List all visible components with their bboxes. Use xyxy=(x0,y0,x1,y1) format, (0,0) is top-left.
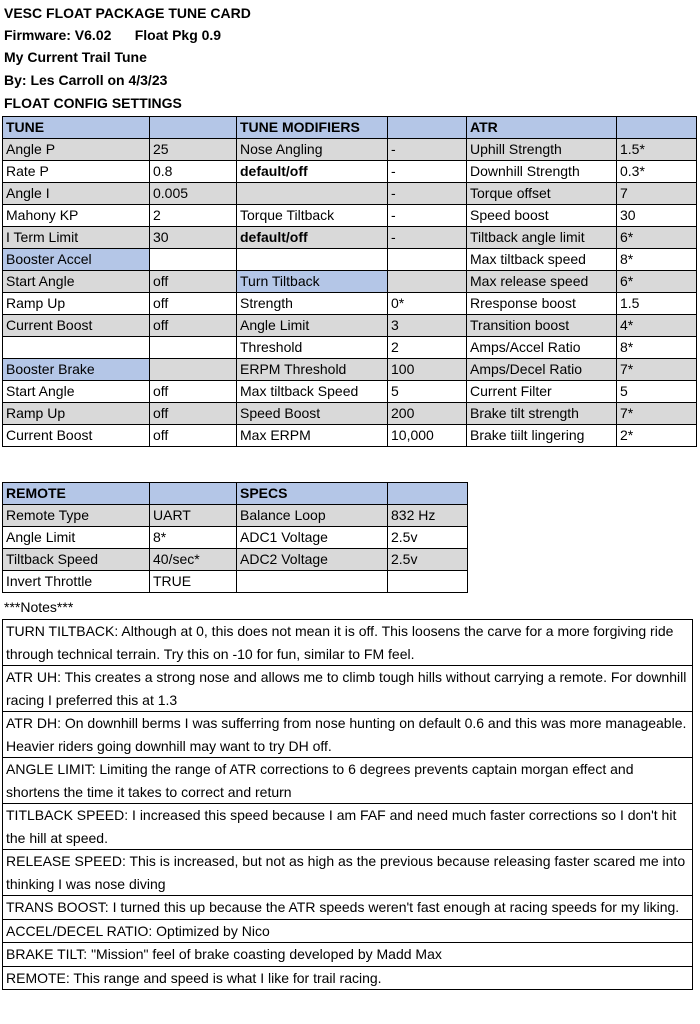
cell: Angle P xyxy=(3,139,150,161)
cell: 200 xyxy=(388,403,467,425)
cell: 0.3* xyxy=(617,161,697,183)
table-row xyxy=(3,571,468,593)
table-row xyxy=(3,359,697,381)
note-trans-boost: TRANS BOOST: I turned this up because the ATR speeds weren't fast enough at racing speeds for my liking. xyxy=(2,895,693,919)
cell xyxy=(237,571,388,593)
header-tune-modifiers: TUNE MODIFIERS xyxy=(237,117,388,139)
table-row xyxy=(3,271,697,293)
cell: Speed boost xyxy=(467,205,617,227)
table-row xyxy=(3,227,697,249)
cell: Tiltback angle limit xyxy=(467,227,617,249)
remote-table-header xyxy=(3,483,468,505)
cell: 1.5 xyxy=(617,293,697,315)
cell: 25 xyxy=(150,139,237,161)
cell: 7 xyxy=(617,183,697,205)
cell: off xyxy=(150,403,237,425)
cell: 30 xyxy=(617,205,697,227)
note-release-speed: RELEASE SPEED: This is increased, but not as high as the previous because releasing faster scared me into thinking I was nose diving xyxy=(2,849,693,895)
header-tune: TUNE xyxy=(3,117,150,139)
header-atr-value xyxy=(617,117,697,139)
cell: TRUE xyxy=(150,571,237,593)
cell: - xyxy=(388,161,467,183)
cell: 2* xyxy=(617,425,697,447)
author-line: By: Les Carroll on 4/3/23 xyxy=(4,72,168,88)
cell: 2.5v xyxy=(388,527,468,549)
cell: Rresponse boost xyxy=(467,293,617,315)
cell: off xyxy=(150,271,237,293)
remote-specs-table xyxy=(2,482,468,593)
float-package-version: Float Pkg 0.9 xyxy=(134,27,222,43)
table-row xyxy=(3,249,697,271)
cell: Ramp Up xyxy=(3,403,150,425)
section-turn-tiltback: Turn Tiltback xyxy=(237,271,388,293)
cell: Start Angle xyxy=(3,381,150,403)
firmware-version: Firmware: V6.02 xyxy=(4,27,112,43)
cell: off xyxy=(150,381,237,403)
cell: Current Boost xyxy=(3,425,150,447)
header-remote: REMOTE xyxy=(3,483,150,505)
table-row xyxy=(3,549,468,571)
cell: 4* xyxy=(617,315,697,337)
cell: Current Filter xyxy=(467,381,617,403)
cell: Threshold xyxy=(237,337,388,359)
table-row xyxy=(3,403,697,425)
table-row xyxy=(3,161,697,183)
cell xyxy=(150,249,237,271)
section-booster-accel: Booster Accel xyxy=(3,249,150,271)
cell: - xyxy=(388,205,467,227)
cell: Torque Tiltback xyxy=(237,205,388,227)
table-row xyxy=(3,505,468,527)
cell: ADC1 Voltage xyxy=(237,527,388,549)
config-table-header xyxy=(3,117,697,139)
cell: off xyxy=(150,293,237,315)
cell: Max ERPM xyxy=(237,425,388,447)
cell: 832 Hz xyxy=(388,505,468,527)
cell xyxy=(150,337,237,359)
cell: 2 xyxy=(150,205,237,227)
cell: 5 xyxy=(617,381,697,403)
card-title: VESC FLOAT PACKAGE TUNE CARD xyxy=(4,5,251,21)
cell: Amps/Accel Ratio xyxy=(467,337,617,359)
cell: Angle Limit xyxy=(3,527,150,549)
cell: 0.005 xyxy=(150,183,237,205)
cell: 100 xyxy=(388,359,467,381)
cell: Amps/Decel Ratio xyxy=(467,359,617,381)
cell: 2.5v xyxy=(388,549,468,571)
cell: - xyxy=(388,227,467,249)
cell: - xyxy=(388,183,467,205)
cell xyxy=(388,571,468,593)
cell: UART xyxy=(150,505,237,527)
table-row xyxy=(3,315,697,337)
cell: Max tiltback Speed xyxy=(237,381,388,403)
section-booster-brake: Booster Brake xyxy=(3,359,150,381)
cell: Uphill Strength xyxy=(467,139,617,161)
cell xyxy=(237,183,388,205)
cell: 30 xyxy=(150,227,237,249)
note-atr-downhill: ATR DH: On downhill berms I was sufferring from nose hunting on default 0.6 and this was more manageable. Heavier riders going downhill may want to try DH off. xyxy=(2,711,693,757)
cell: Transition boost xyxy=(467,315,617,337)
cell: Invert Throttle xyxy=(3,571,150,593)
notes-label: ***Notes*** xyxy=(4,599,74,615)
tune-subtitle: My Current Trail Tune xyxy=(4,49,147,65)
cell: off xyxy=(150,425,237,447)
table-row xyxy=(3,425,697,447)
cell: 0* xyxy=(388,293,467,315)
cell: Remote Type xyxy=(3,505,150,527)
table-row xyxy=(3,139,697,161)
note-atr-uphill: ATR UH: This creates a strong nose and allows me to climb tough hills without carrying a remote. For downhill racing I preferred this at 1.3 xyxy=(2,665,693,711)
cell: 3 xyxy=(388,315,467,337)
cell: Balance Loop xyxy=(237,505,388,527)
cell: off xyxy=(150,315,237,337)
cell: ADC2 Voltage xyxy=(237,549,388,571)
note-turn-tiltback: TURN TILTBACK: Although at 0, this does not mean it is off. This loosens the carve for a more forgiving ride through technical terrain. Try this on -10 for fun, similar to FM feel. xyxy=(2,619,693,665)
cell: default/off xyxy=(237,227,388,249)
cell: - xyxy=(388,139,467,161)
table-row xyxy=(3,527,468,549)
cell xyxy=(388,271,467,293)
cell xyxy=(150,359,237,381)
cell: Angle Limit xyxy=(237,315,388,337)
cell: Strength xyxy=(237,293,388,315)
header-specs-value xyxy=(388,483,468,505)
firmware-line xyxy=(4,24,221,46)
cell: 8* xyxy=(150,527,237,549)
cell: Angle I xyxy=(3,183,150,205)
cell: 40/sec* xyxy=(150,549,237,571)
table-row xyxy=(3,183,697,205)
cell: Max tiltback speed xyxy=(467,249,617,271)
cell xyxy=(388,249,467,271)
cell: Rate P xyxy=(3,161,150,183)
cell: 8* xyxy=(617,337,697,359)
table-row xyxy=(3,381,697,403)
cell: 10,000 xyxy=(388,425,467,447)
cell: Max release speed xyxy=(467,271,617,293)
note-remote: REMOTE: This range and speed is what I like for trail racing. xyxy=(2,966,693,991)
cell: 6* xyxy=(617,271,697,293)
section-heading: FLOAT CONFIG SETTINGS xyxy=(4,95,182,111)
cell: 7* xyxy=(617,403,697,425)
note-brake-tilt: BRAKE TILT: "Mission" feel of brake coasting developed by Madd Max xyxy=(2,942,693,966)
cell: 6* xyxy=(617,227,697,249)
header-specs: SPECS xyxy=(237,483,388,505)
note-angle-limit: ANGLE LIMIT: Limiting the range of ATR corrections to 6 degrees prevents captain morgan effect and shortens the time it takes to correct and return xyxy=(2,757,693,803)
cell: Brake tilt strength xyxy=(467,403,617,425)
cell: Current Boost xyxy=(3,315,150,337)
cell: I Term Limit xyxy=(3,227,150,249)
cell: ERPM Threshold xyxy=(237,359,388,381)
cell: Ramp Up xyxy=(3,293,150,315)
config-table xyxy=(2,116,697,447)
cell: 5 xyxy=(388,381,467,403)
cell xyxy=(3,337,150,359)
cell: Mahony KP xyxy=(3,205,150,227)
cell: 2 xyxy=(388,337,467,359)
cell: Nose Angling xyxy=(237,139,388,161)
cell: Brake tiilt lingering xyxy=(467,425,617,447)
cell: 0.8 xyxy=(150,161,237,183)
header-modifiers-value xyxy=(388,117,467,139)
cell: Start Angle xyxy=(3,271,150,293)
header-tune-value xyxy=(150,117,237,139)
cell: default/off xyxy=(237,161,388,183)
notes-list xyxy=(2,619,693,990)
cell: Tiltback Speed xyxy=(3,549,150,571)
cell: Speed Boost xyxy=(237,403,388,425)
table-row xyxy=(3,205,697,227)
header-atr: ATR xyxy=(467,117,617,139)
cell: 1.5* xyxy=(617,139,697,161)
cell: 8* xyxy=(617,249,697,271)
note-accel-decel-ratio: ACCEL/DECEL RATIO: Optimized by Nico xyxy=(2,919,693,943)
table-row xyxy=(3,293,697,315)
table-row xyxy=(3,337,697,359)
header-remote-value xyxy=(150,483,237,505)
cell: Torque offset xyxy=(467,183,617,205)
cell xyxy=(237,249,388,271)
cell: Downhill Strength xyxy=(467,161,617,183)
note-tiltback-speed: TITLBACK SPEED: I increased this speed because I am FAF and need much faster corrections so I don't hit the hill at speed. xyxy=(2,803,693,849)
cell: 7* xyxy=(617,359,697,381)
